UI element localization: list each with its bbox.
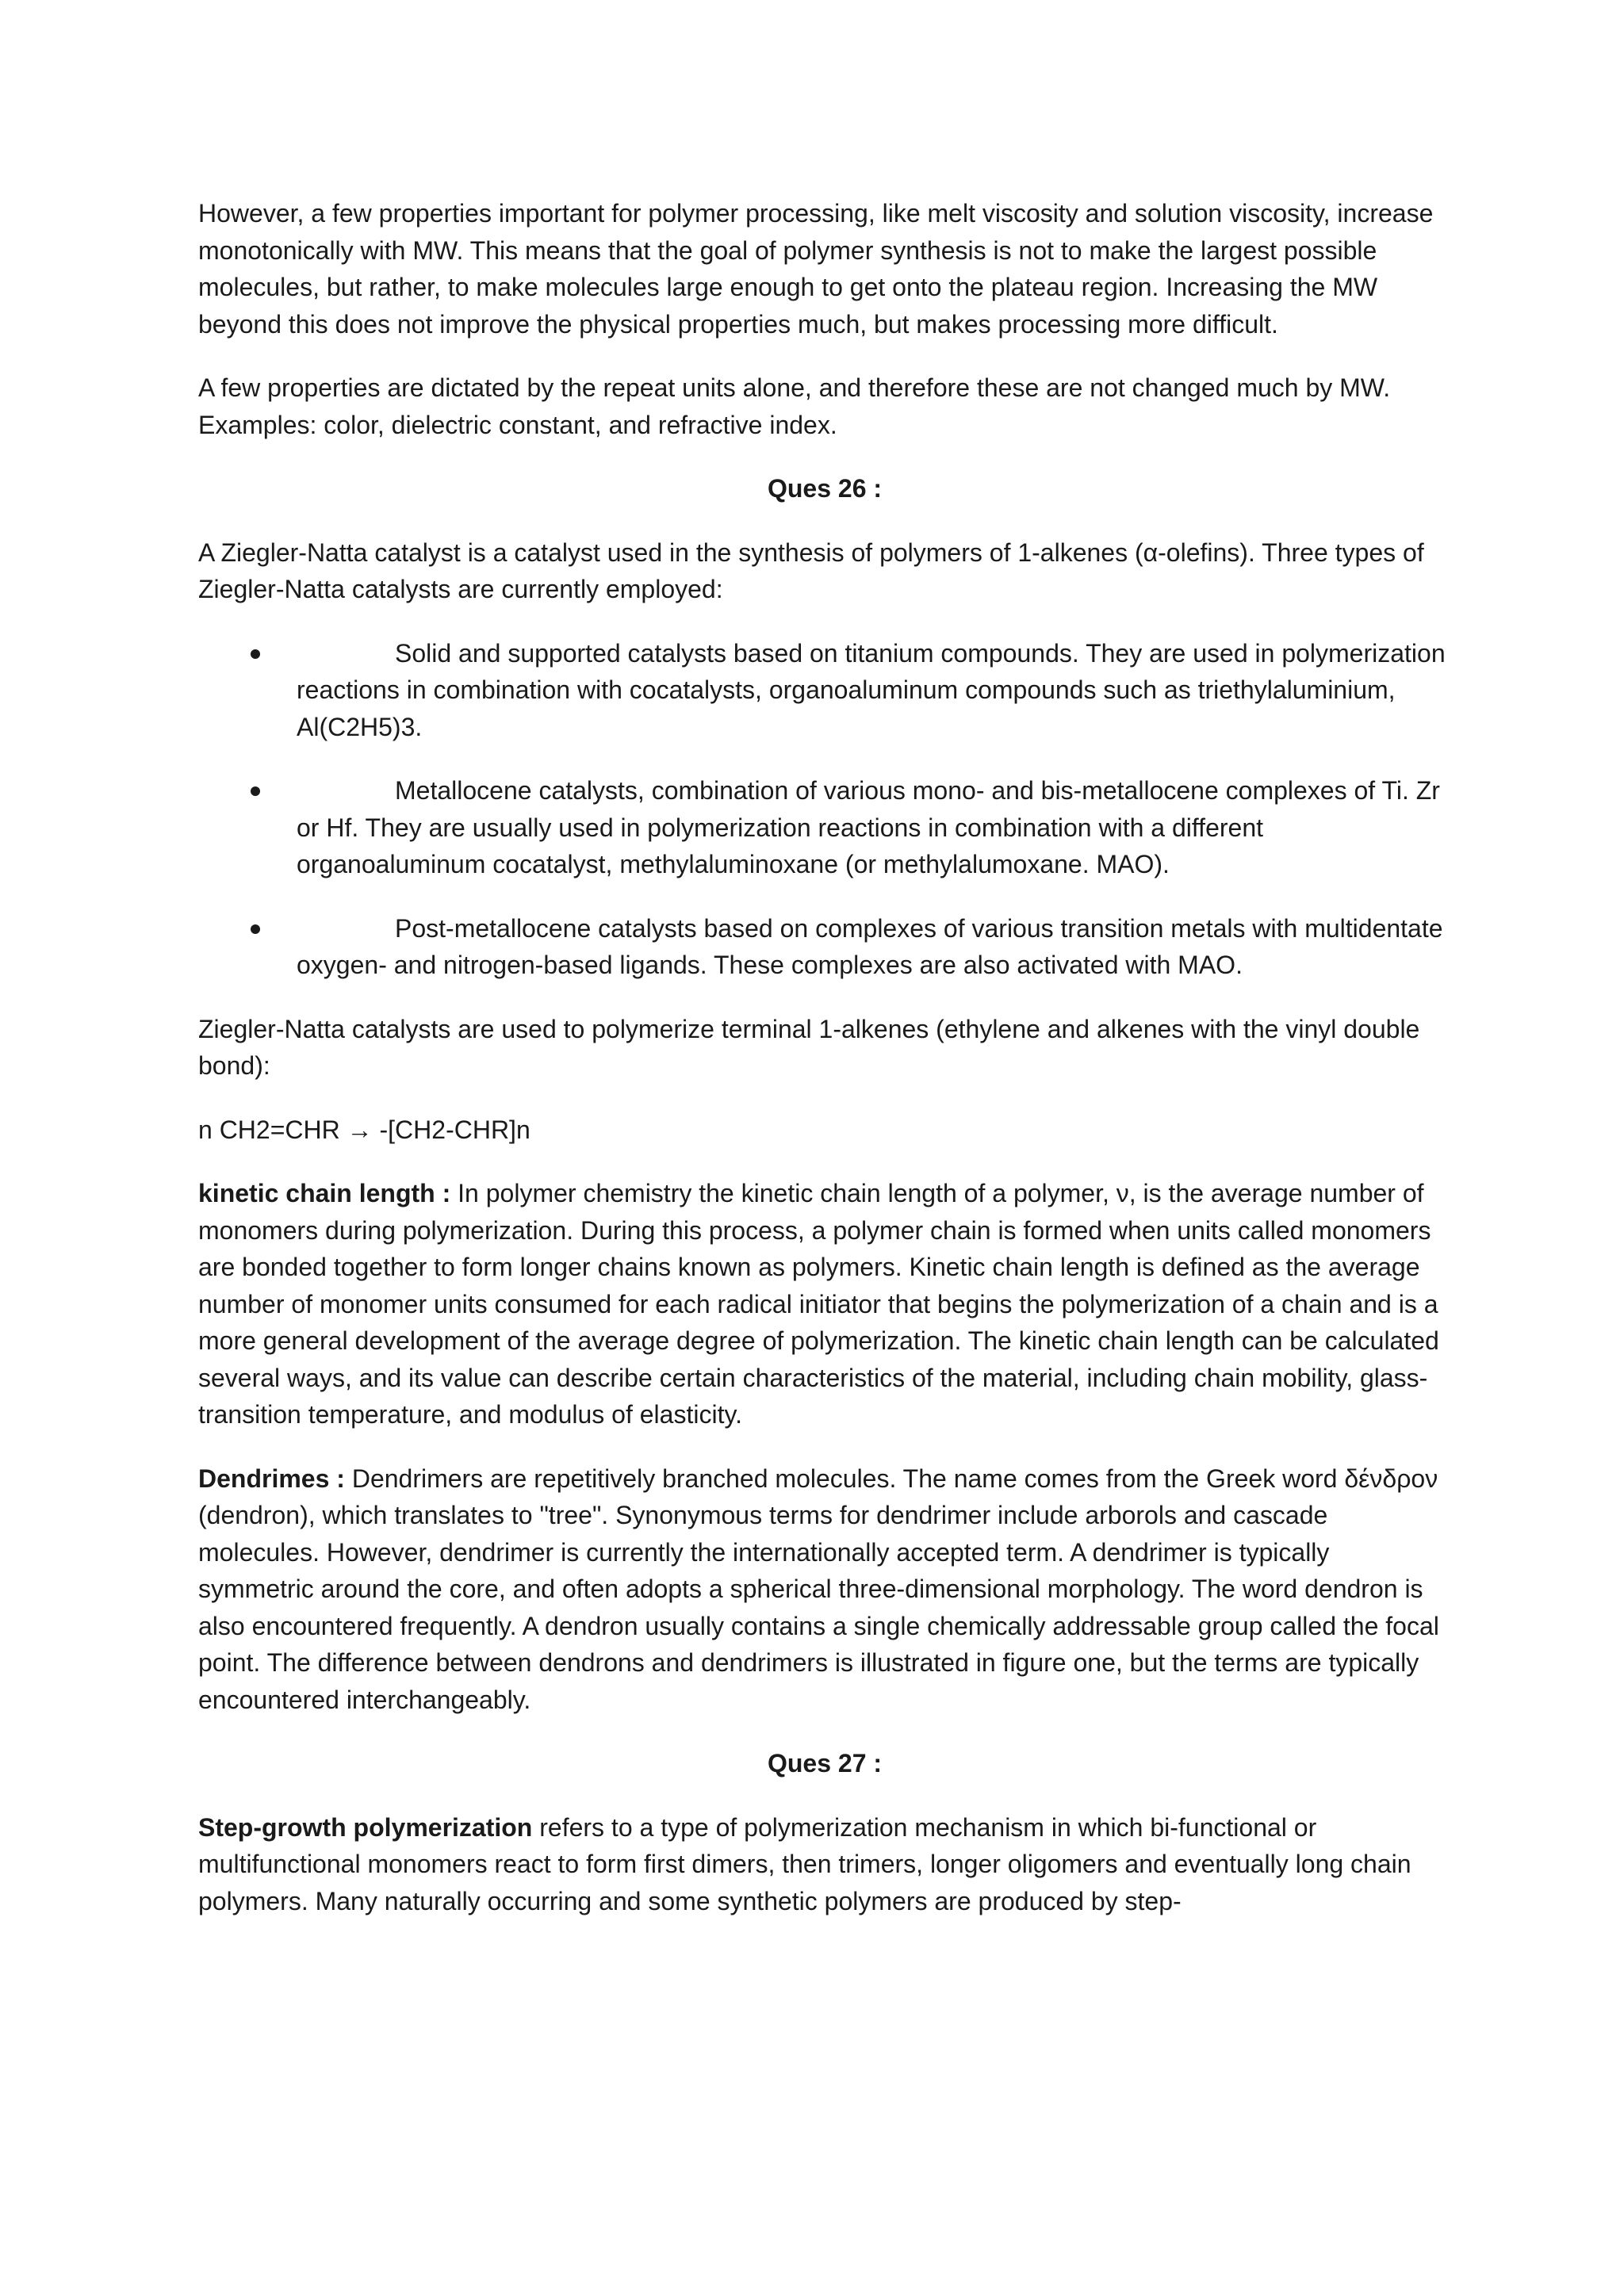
paragraph-dendrimes [198,1460,1451,1719]
list-item-text: Post-metallocene catalysts based on complexes of various transition metals with multidentate oxygen- and nitrogen-based ligands. These complexes are also activated with MAO. [297,913,1443,979]
list-item-text: Metallocene catalysts, combination of various mono- and bis-metallocene complexes of Ti. Zr or Hf. They are usually used in polymerization reactions in combination with a different organoaluminum cocatalyst, methylaluminoxane (or methylalumoxane. MAO). [297,776,1440,878]
paragraph-kinetic-chain-length [198,1175,1451,1433]
paragraph-viscosity: However, a few properties important for polymer processing, like melt viscosity and solution viscosity, increase monotonically with MW. This means that the goal of polymer synthesis is not to make the largest possible molecules, but rather, to make molecules large enough to get onto the plateau region. Increasing the MW beyond this does not improve the physical properties much, but makes processing more difficult. [198,199,1434,339]
definition-step-growth: refers to a type of polymerization mechanism in which bi-functional or multifunctional monomers react to form first dimers, then trimers, longer oligomers and eventually long chain polymers. Many naturally occurring and some synthetic polymers are produced by step- [198,1812,1411,1915]
bullet-icon [251,786,260,796]
list-item [198,635,1451,746]
definition-kinetic-chain-length: In polymer chemistry the kinetic chain length of a polymer, ν, is the average number of monomers during polymerization. During this process, a polymer chain is formed when units called monomers are bonded together to form longer chains known as polymers. Kinetic chain length is defined as the average number of monomer units consumed for each radical initiator that begins the polymerization of a chain and is a more general development of the average degree of polymerization. The kinetic chain length can be calculated several ways, and its value can describe certain characteristics of the material, including chain mobility, glass-transition temperature, and modulus of elasticity. [198,1179,1439,1429]
definition-dendrimes: Dendrimers are repetitively branched molecules. The name comes from the Greek word δένδρον (dendron), which translates to "tree". Synonymous terms for dendrimer include arborols and cascade molecules. However, dendrimer is currently the internationally accepted term. A dendrimer is typically symmetric around the core, and often adopts a spherical three-dimensional morphology. The word dendron is also encountered frequently. A dendron usually contains a single chemically addressable group called the focal point. The difference between dendrons and dendrimers is illustrated in figure one, but the terms are typically encountered interchangeably. [198,1464,1439,1714]
document-page [198,195,1451,1946]
bullet-icon [251,924,260,934]
list-item [198,772,1451,883]
term-dendrimes: Dendrimes : [198,1464,345,1493]
paragraph-terminal-alkenes: Ziegler-Natta catalysts are used to polymerize terminal 1-alkenes (ethylene and alkenes with the vinyl double bond): [198,1014,1420,1080]
term-kinetic-chain-length: kinetic chain length : [198,1179,451,1207]
paragraph-ziegler-natta-intro: A Ziegler-Natta catalyst is a catalyst used in the synthesis of polymers of 1-alkenes (α-olefins). Three types of Ziegler-Natta catalysts are currently employed: [198,538,1424,603]
equation-polymerization: n CH2=CHR → -[CH2-CHR]n [198,1115,530,1144]
paragraph-repeat-units: A few properties are dictated by the repeat units alone, and therefore these are not changed much by MW. Examples: color, dielectric constant, and refractive index. [198,373,1391,439]
list-item-text: Solid and supported catalysts based on titanium compounds. They are used in polymerization reactions in combination with cocatalysts, organoaluminum compounds such as triethylaluminium, Al(C2H5)3. [297,638,1446,741]
term-step-growth: Step-growth polymerization [198,1812,533,1842]
heading-ques-27: Ques 27 : [767,1749,883,1777]
list-item [198,910,1451,984]
catalyst-type-list [198,635,1451,984]
paragraph-step-growth [198,1809,1451,1920]
bullet-icon [251,649,260,659]
heading-ques-26: Ques 26 : [767,474,883,503]
